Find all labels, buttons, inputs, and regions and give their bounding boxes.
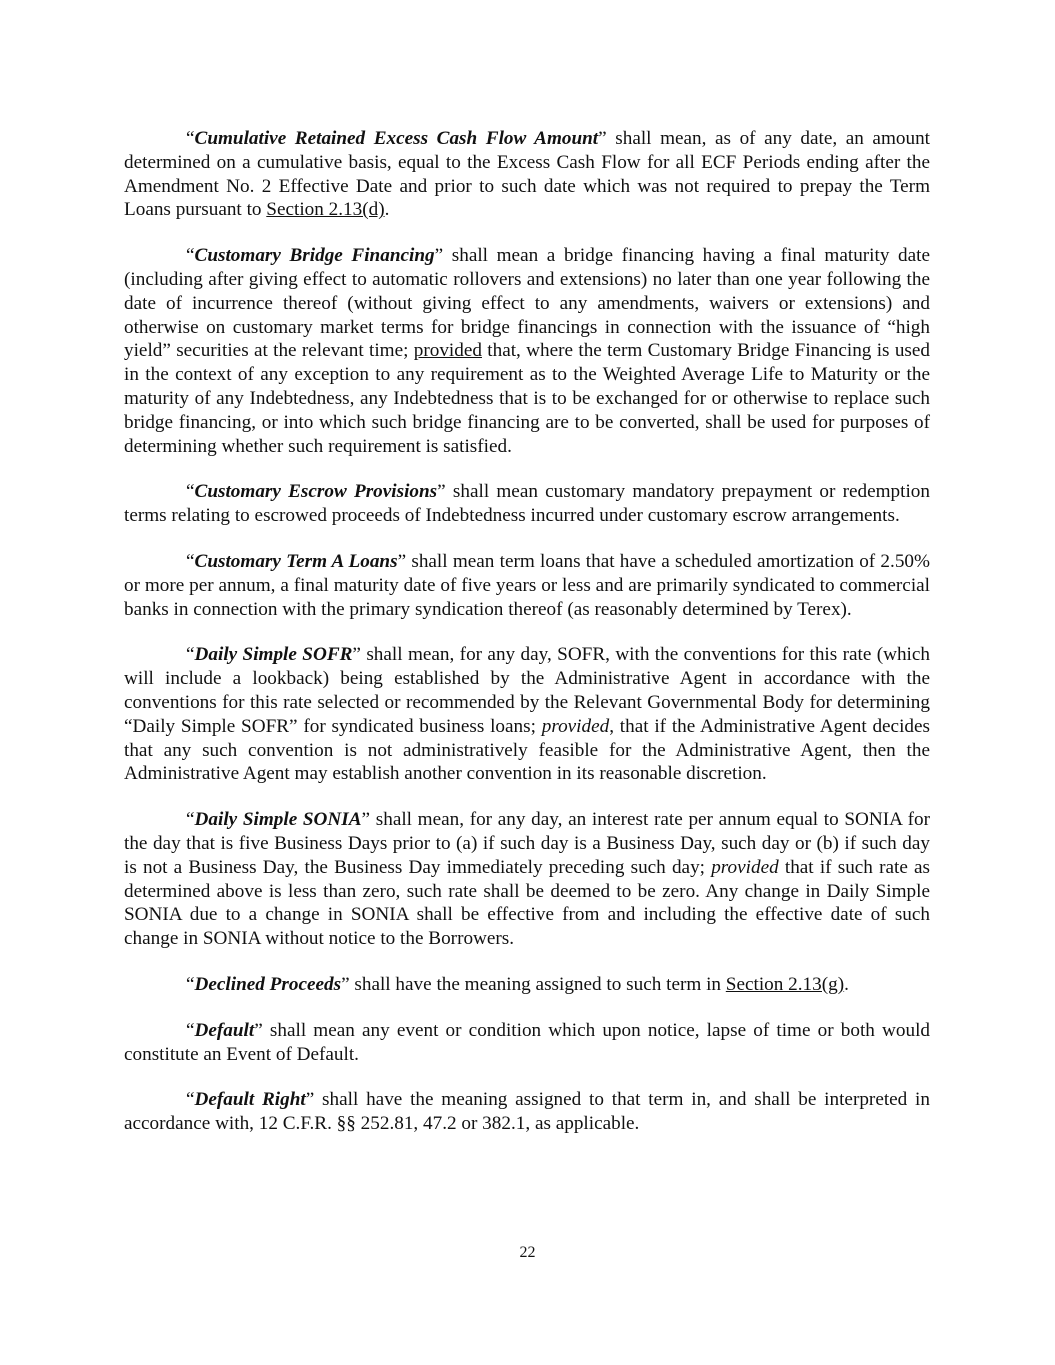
definition-text-continued: that, where the term Customary Bridge Financing is used in the context of any exception to any requirement as to the Weighted Average Life to Maturity or the maturity of any Indebtedness, any Indebtedness that is to be exchanged for or otherwise to replace such bridge financing, or into which such bridge financing are to be converted, shall be used for purposes of determining whether such requirement is satisfied. (124, 340, 930, 457)
definition-end: . (384, 199, 390, 221)
provided-keyword: provided (413, 340, 482, 362)
definition-default-right: “Default Right” shall have the meaning assigned to that term in, and shall be interpreted in accordance with, 12 C.F.R. §§ 252.81, 47.2 or 382.1, as applicable. (124, 1089, 930, 1135)
provided-keyword: provided (541, 715, 610, 737)
defined-term: Daily Simple SOFR (194, 644, 353, 666)
defined-term: Customary Escrow Provisions (194, 481, 438, 503)
definition-text-continued: that if such rate as determined above is less than zero, such rate shall be deemed to be zero. Any change in Daily Simple SONIA due to a change in SONIA shall be effective from and including the effective date of such change in SONIA without notice to the Borrowers. (124, 856, 931, 950)
definition-text: shall mean term loans that have a scheduled amortization of 2.50% or more per annum, a final maturity date of five years or less and are primarily syndicated to commercial banks in connection with the primary syndication thereof (as reasonably determined by Terex). (124, 550, 930, 620)
page-number: 22 (519, 1244, 536, 1261)
definition-customary-escrow-provisions: “Customary Escrow Provisions” shall mean customary mandatory prepayment or redemption terms relating to escrowed proceeds of Indebtedness incurred under customary escrow arrangements. (124, 481, 930, 527)
defined-term: Customary Term A Loans (194, 550, 398, 572)
section-reference: Section 2.13(g) (725, 973, 845, 995)
definition-customary-bridge-financing: “Customary Bridge Financing” shall mean a bridge financing having a final maturity date (including after giving effect to automatic rollovers and extensions) no later than one year following the date of incurrence thereof (without giving effect to any amendments, waivers or extensions) and otherwise on customary market terms for bridge financings in connection with the issuance of “high yield” securities at the relevant time; provided that, where the term Customary Bridge Financing is used in the context of any exception to any requirement as to the Weighted Average Life to Maturity or the maturity of any Indebtedness, any Indebtedness that is to be exchanged for or otherwise to replace such bridge financing, or into which such bridge financing are to be converted, shall be used for purposes of determining whether such requirement is satisfied. (124, 245, 931, 457)
section-reference: Section 2.13(d) (266, 199, 385, 221)
definition-cumulative-retained-excess-cash-flow-amount: “Cumulative Retained Excess Cash Flow Amount” shall mean, as of any date, an amount determined on a cumulative basis, equal to the Excess Cash Flow for all ECF Periods ending after the Amendment No. 2 Effective Date and prior to such date which was not required to prepay the Term Loans pursuant to Section 2.13(d). (124, 128, 930, 221)
definition-daily-simple-sonia: “Daily Simple SONIA” shall mean, for any day, an interest rate per annum equal to SONIA for the day that is five Business Days prior to (a) if such day is a Business Day, such day or (b) if such day is not a Business Day, the Business Day immediately preceding such day; provided that if such rate as determined above is less than zero, such rate shall be deemed to be zero. Any change in Daily Simple SONIA due to a change in SONIA shall be effective from and including the effective date of such change in SONIA without notice to the Borrowers. (124, 809, 931, 950)
definition-text: shall mean, for any day, an interest rate per annum equal to SONIA for the day that is five Business Days prior to (a) if such day is a Business Day, such day or (b) if such day is not a Business Day, the Business Day immediately preceding such day; (124, 809, 930, 878)
definition-text: shall mean, as of any date, an amount determined on a cumulative basis, equal to the Excess Cash Flow for all ECF Periods ending after the Amendment No. 2 Effective Date and prior to such date which was not required to prepay the Term Loans pursuant to (124, 128, 930, 221)
definition-declined-proceeds: “Declined Proceeds” shall have the meaning assigned to such term in Section 2.13(g). (186, 973, 849, 995)
defined-term: Default (194, 1019, 255, 1041)
definition-text-continued: , that if the Administrative Agent decides that any such convention is not administratively feasible for the Administrative Agent, then the Administrative Agent may establish another convention in its reasonable discretion. (124, 715, 930, 785)
definition-text: shall mean customary mandatory prepayment or redemption terms relating to escrowed proceeds of Indebtedness incurred under customary escrow arrangements. (124, 481, 930, 527)
definition-customary-term-a-loans: “Customary Term A Loans” shall mean term loans that have a scheduled amortization of 2.50% or more per annum, a final maturity date of five years or less and are primarily syndicated to commercial banks in connection with the primary syndication thereof (as reasonably determined by Terex). (124, 550, 930, 620)
definition-end: . (844, 973, 849, 995)
definition-text: shall have the meaning assigned to such term in (349, 973, 726, 995)
provided-keyword: provided (711, 856, 779, 878)
defined-term: Customary Bridge Financing (194, 245, 435, 267)
definition-text: shall mean, for any day, SOFR, with the conventions for this rate (which will include a lookback) being established by the Administrative Agent in accordance with the conventions for this rate selected or recommended by the Relevant Governmental Body for determining “Daily Simple SOFR” for syndicated business loans; (124, 644, 931, 737)
definition-default: “Default” shall mean any event or condition which upon notice, lapse of time or both would constitute an Event of Default. (124, 1019, 930, 1065)
defined-term: Daily Simple SONIA (194, 809, 362, 831)
definition-text: shall mean any event or condition which upon notice, lapse of time or both would constitute an Event of Default. (124, 1019, 930, 1065)
definition-daily-simple-sofr: “Daily Simple SOFR” shall mean, for any day, SOFR, with the conventions for this rate (which will include a lookback) being established by the Administrative Agent in accordance with the conventions for this rate selected or recommended by the Relevant Governmental Body for determining “Daily Simple SOFR” for syndicated business loans; provided, that if the Administrative Agent decides that any such convention is not administratively feasible for the Administrative Agent, then the Administrative Agent may establish another convention in its reasonable discretion. (124, 644, 931, 785)
definition-text: shall mean a bridge financing having a final maturity date (including after giving effect to automatic rollovers and extensions) no later than one year following the date of incurrence thereof (without giving effect to any amendments, waivers or extensions) and otherwise on customary market terms for bridge financings in connection with the issuance of “high yield” securities at the relevant time; (124, 245, 931, 362)
definitions-section (124, 127, 930, 1158)
defined-term: Declined Proceeds (194, 973, 342, 995)
defined-term: Cumulative Retained Excess Cash Flow Amount (194, 128, 599, 149)
defined-term: Default Right (194, 1089, 306, 1111)
definition-text: shall have the meaning assigned to that term in, and shall be interpreted in accordance with, 12 C.F.R. §§ 252.81, 47.2 or 382.1, as applicable. (124, 1089, 930, 1135)
